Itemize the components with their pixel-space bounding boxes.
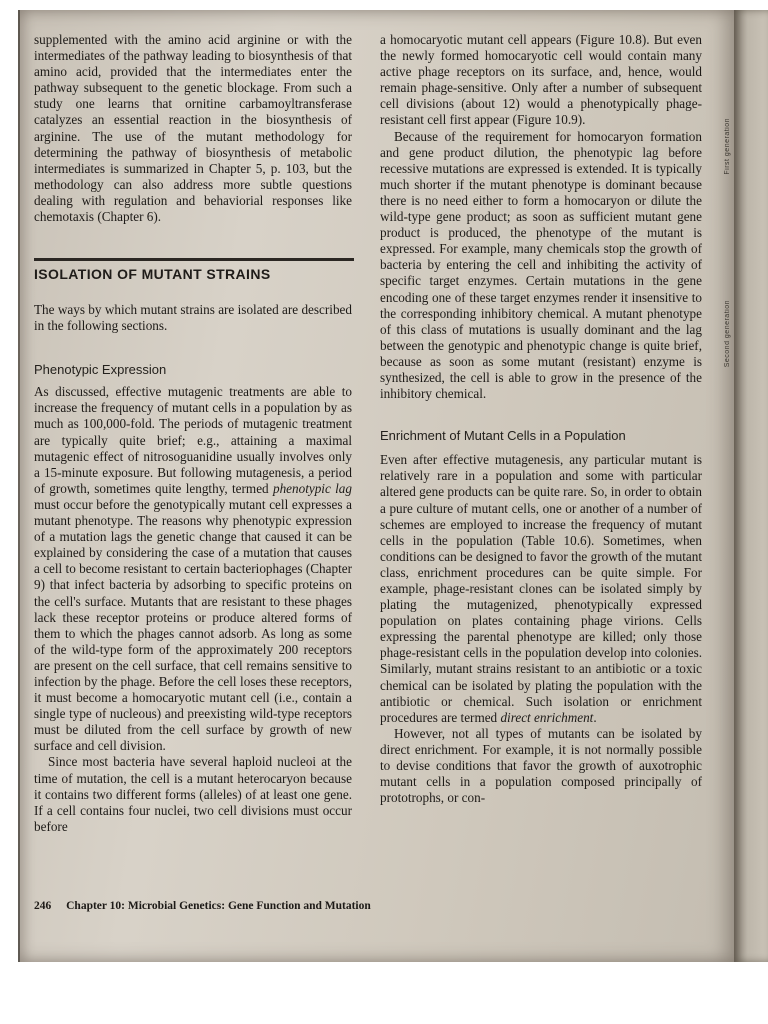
enrichment-paragraph-2: However, not all types of mutants can be isolated by direct enrichment. For example, it is not normally possible to devise conditions that favor the growth of auxotrophic mutant cells in a population composed principally of prototrophs, or con- [380,725,702,806]
right-paragraph-1: a homocaryotic mutant cell appears (Figure 10.8). But even the newly formed homocaryotic cell would contain many active phage receptors on its surface, and, hence, would remain phage-sensitive. Only after a number of subsequent cell divisions (about 12) would a phenotypically phage-resistant cell first appear (Figure 10.9). [380,32,702,128]
subheading-phenotypic-expression: Phenotypic Expression [34,362,167,378]
section-heading: ISOLATION OF MUTANT STRAINS [34,266,271,282]
right-paragraph-2: Because of the requirement for homocaryon formation and gene product dilution, the phenotypic lag before recessive mutations are expressed is extended. It is typically much shorter if the mutant phenotype is dominant because there is no need either to form a homocaryon or dilute the wild-type gene product; as soon as sufficient mutant gene product is produced, the phenotype of the mutant is expressed. For example, many chemicals stop the growth of bacteria by entering the cell and inhibiting the activity of specific target enzymes. Certain mutations in the gene encoding one of these target enzymes render it insensitive to the corresponding inhibitory chemical. A mutant phenotype of this class of mutations is usually dominant and the lag between the genotypic and phenotypic change is quite brief, because as soon as some mutant (resistant) enzyme is synthesized, the cell is able to grow in the presence of the inhibitory chemical. [380,128,702,402]
p3-text-a: Even after effective mutagenesis, any particular mutant is relatively rare in a population and some with particular altered gene products can be quite rare. So, in order to obtain a pure culture of mutant cells, one or another of a number of schemes are employed to increase the frequency of mutant cells in the population (Table 10.6). Sometimes, when conditions can be designed to favor the growth of the mutant class, enrichment procedures can be quite simple. For example, phage-resistant clones can be isolated simply by plating the mutagenized, phenotypically expressed population on plates containing phage virions. Cells expressing the parental phenotype are killed; only those phage-resistant cells in the population develop into colonies. Similarly, mutant strains resistant to an antibiotic or a toxic chemical can be isolated by plating the population with the antibiotic or chemical. Such isolation or enrichment procedures are termed [380,452,702,725]
chapter-title: Chapter 10: Microbial Genetics: Gene Function and Mutation [66,900,371,912]
left-column [34,32,352,225]
enrichment-paragraph-1 [380,452,702,726]
right-column [380,32,702,806]
p1-emphasis: phenotypic lag [272,480,352,496]
intro-paragraph: supplemented with the amino acid arginine or with the intermediates of the pathway leading to biosynthesis of that amino acid, provided that the intermediates enter the pathway subsequent to the genetic blockage. From such a study one learns that ornitine carbamoyltransferase catalyzes an essential reaction in the biosynthesis of arginine. The use of the mutant methodology for determining the pathway of biosynthesis of metabolic intermediates is summarized in Chapter 5, p. 103, but the methodology can also address more subtle questions dealing with regulation and behaviorial responses like chemotaxis (Chapter 6). [34,32,352,225]
left-column-section [34,302,352,835]
facing-page-label-second: Second generation [724,300,731,368]
phenotypic-paragraph-2: Since most bacteria have several haploid nucleoi at the time of mutation, the cell is a mutant heterocaryon because it contains two different forms (alleles) of at least one gene. If a cell contains four nuclei, two cell divisions must occur before [34,754,352,834]
page-footer [34,900,654,912]
p3-emphasis: direct enrichment [500,709,594,725]
section-intro-paragraph: The ways by which mutant strains are isolated are described in the following sections. [34,302,352,334]
p1-text-a: As discussed, effective mutagenic treatments are able to increase the frequency of mutant cells in a population by as much as 100,000-fold. The periods of mutagenic treatment are typically quite brief; e.g., attaining a maximal mutagenic effect of nitrosoguanidine usually involves only a 15-minute exposure. But following mutagenesis, a period of growth, sometimes quite lengthy, termed [34,384,352,496]
facing-page-label-first: First generation [724,118,731,175]
facing-page-edge [734,10,768,962]
page-number: 246 [34,900,52,912]
section-rule [34,258,354,261]
subheading-enrichment: Enrichment of Mutant Cells in a Population [380,428,626,444]
phenotypic-paragraph-1 [34,384,352,754]
p1-text-b: must occur before the genotypically mutant cell expresses a mutant phenotype. The reasons why phenotypic expression of a mutation lags the genetic change that caused it can be explained by considering the case of a mutation that causes a cell to become resistant to certain bacteriophages (Chapter 9) that infect bacteria by adsorbing to specific proteins on the cell's surface. Mutants that are resistant to these phages lack these receptor proteins or produce altered forms of them to which the phages cannot adsorb. As long as some of the wild-type form of the approximately 200 receptors are present on the cell surface, that cell remains sensitive to infection by the phage. Before the cell loses these receptors, it must become a homocaryotic mutant cell (i.e., contain a single type of nucleous) and preexisting wild-type receptors must be diluted from the cell surface by growth of new surface and cell division. [34,496,352,754]
p3-text-b: . [593,709,597,725]
